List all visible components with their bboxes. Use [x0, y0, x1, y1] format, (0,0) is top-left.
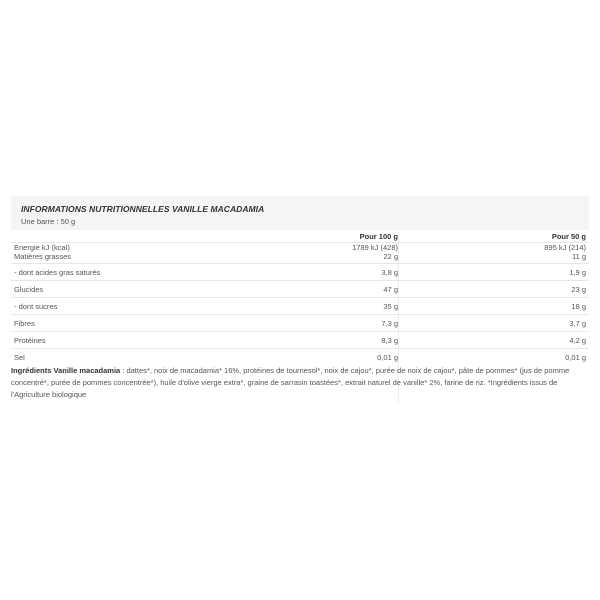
- row-value-50g: 1,9 g: [569, 268, 586, 277]
- row-divider: [11, 297, 589, 298]
- row-value-100g: 7,3 g: [381, 319, 398, 328]
- row-value-100g: 3,8 g: [381, 268, 398, 277]
- row-value-100g: 22 g: [383, 252, 398, 261]
- row-value-50g: 4,2 g: [569, 336, 586, 345]
- serving-size: Une barre : 50 g: [21, 217, 76, 226]
- row-value-100g: 1789 kJ (428): [352, 243, 398, 252]
- row-label-fibres: Fibres: [14, 319, 35, 328]
- row-value-100g: 47 g: [383, 285, 398, 294]
- table-divider: [11, 242, 589, 243]
- row-label-proteins: Protéines: [14, 336, 46, 345]
- ingredients-list: [11, 365, 581, 401]
- row-label-saturated-fat: - dont acides gras saturés: [14, 268, 101, 277]
- ingredients-heading: Ingrédients Vanille macadamia: [11, 366, 121, 375]
- row-divider: [11, 280, 589, 281]
- row-value-50g: 0,01 g: [565, 353, 586, 362]
- column-header-per-100g: Pour 100 g: [359, 232, 398, 241]
- nutrition-title: INFORMATIONS NUTRITIONNELLES VANILLE MACADAMIA: [21, 204, 265, 214]
- nutrition-header: [11, 196, 589, 230]
- row-label-salt: Sel: [14, 353, 25, 362]
- row-value-50g: 3,7 g: [569, 319, 586, 328]
- column-header-per-50g: Pour 50 g: [551, 232, 586, 241]
- ingredients-text: : dattes*, noix de macadamia* 16%, protéines de tournesol*, noix de cajou*, purée de noix de cajou*, pâte de pommes* (jus de pomme concentré*, purée de pommes concentrée*), huile d'olive vierge extra*, graine de sarrasin toastées*, extrait naturel de vanille* 2%, farine de riz. *Ingrédients issus de l'Agriculture biologique: [11, 366, 570, 399]
- row-value-100g: 0,01 g: [377, 353, 398, 362]
- row-label-sugars: - dont sucres: [14, 302, 58, 311]
- row-value-50g: 23 g: [571, 285, 586, 294]
- row-divider: [11, 331, 589, 332]
- row-value-50g: 895 kJ (214): [544, 243, 586, 252]
- row-value-50g: 11 g: [571, 252, 586, 261]
- row-divider: [11, 314, 589, 315]
- row-value-50g: 18 g: [571, 302, 586, 311]
- row-label-fat: Matières grasses: [14, 252, 72, 261]
- row-divider: [11, 348, 589, 349]
- row-label-energy: Energie kJ (kcal): [14, 243, 70, 252]
- row-value-100g: 8,3 g: [381, 336, 398, 345]
- row-label-carbohydrates: Glucides: [14, 285, 44, 294]
- row-divider: [11, 263, 589, 264]
- row-value-100g: 35 g: [383, 302, 398, 311]
